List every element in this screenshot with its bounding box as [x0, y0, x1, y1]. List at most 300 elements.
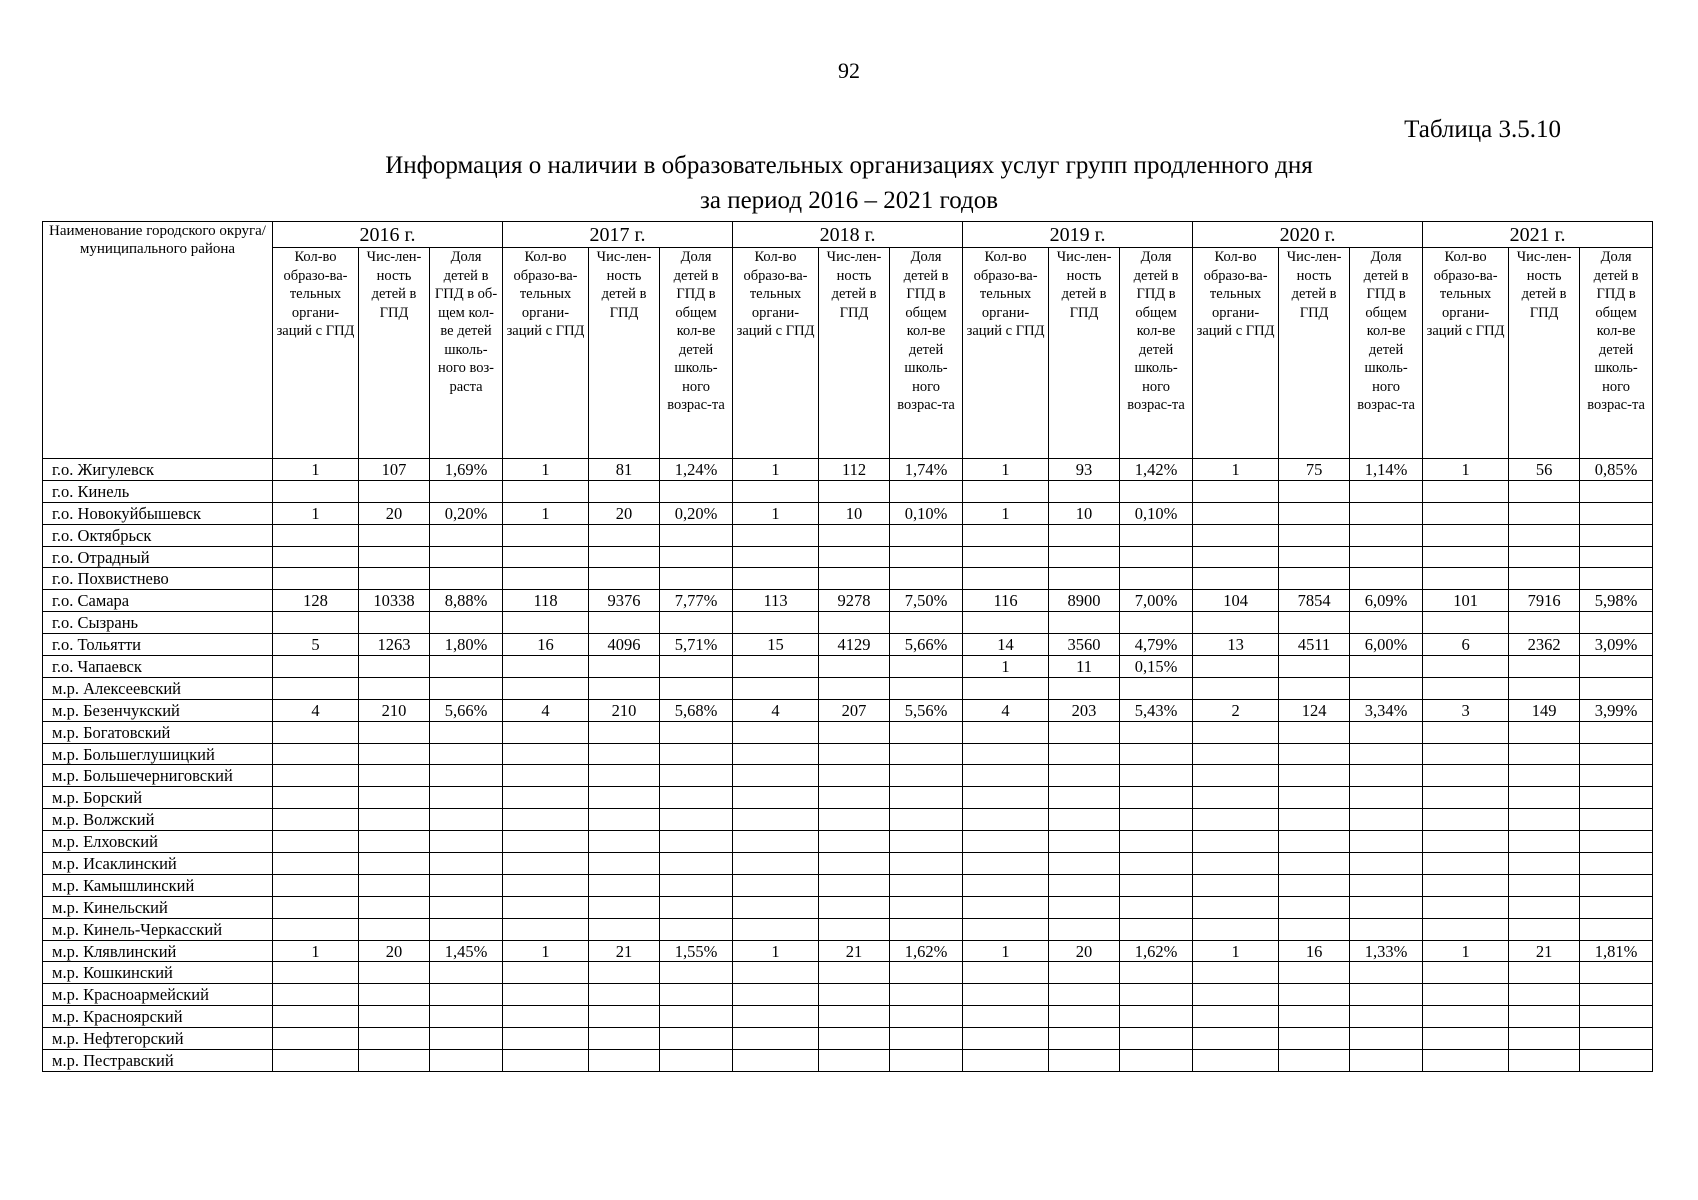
- data-cell: 1: [963, 940, 1049, 962]
- year-header: 2016 г.: [273, 222, 503, 248]
- data-cell: [589, 765, 660, 787]
- table-row: [43, 896, 1653, 918]
- data-cell: [430, 546, 503, 568]
- data-cell: [890, 787, 963, 809]
- data-cell: [1423, 962, 1509, 984]
- data-cell: [1580, 524, 1653, 546]
- data-cell: [1279, 1050, 1350, 1072]
- data-cell: [430, 743, 503, 765]
- data-cell: [430, 677, 503, 699]
- data-cell: [890, 1006, 963, 1028]
- data-cell: [660, 874, 733, 896]
- data-cell: 5,56%: [890, 699, 963, 721]
- data-cell: 1: [733, 459, 819, 481]
- data-cell: [359, 831, 430, 853]
- region-name-cell: м.р. Алексеевский: [43, 677, 273, 699]
- data-cell: [890, 568, 963, 590]
- data-cell: [1580, 721, 1653, 743]
- data-cell: [733, 984, 819, 1006]
- data-cell: [963, 853, 1049, 875]
- data-cell: [1279, 568, 1350, 590]
- data-cell: [1193, 918, 1279, 940]
- data-cell: [1423, 918, 1509, 940]
- data-cell: [1193, 502, 1279, 524]
- table-row: [43, 459, 1653, 481]
- table-row: [43, 853, 1653, 875]
- data-cell: [1580, 568, 1653, 590]
- data-cell: [1509, 612, 1580, 634]
- data-cell: [1120, 546, 1193, 568]
- region-name-cell: м.р. Красноярский: [43, 1006, 273, 1028]
- table-row: [43, 546, 1653, 568]
- data-cell: [660, 546, 733, 568]
- data-cell: [503, 721, 589, 743]
- data-cell: [589, 896, 660, 918]
- data-cell: 113: [733, 590, 819, 612]
- data-cell: 3,34%: [1350, 699, 1423, 721]
- data-cell: [733, 568, 819, 590]
- data-cell: [1193, 984, 1279, 1006]
- data-cell: 20: [1049, 940, 1120, 962]
- region-name-cell: м.р. Елховский: [43, 831, 273, 853]
- table-body: [43, 459, 1653, 1072]
- children-share-header: Доля детей в ГПД в общем кол-ве детей школь-ного возрас-та: [890, 248, 963, 459]
- data-cell: [1193, 677, 1279, 699]
- data-cell: 7916: [1509, 590, 1580, 612]
- data-cell: 1: [273, 459, 359, 481]
- data-cell: [359, 1050, 430, 1072]
- data-cell: [1509, 809, 1580, 831]
- data-cell: [1509, 480, 1580, 502]
- data-cell: [273, 984, 359, 1006]
- table-row: [43, 874, 1653, 896]
- data-cell: [589, 480, 660, 502]
- data-cell: [273, 612, 359, 634]
- data-cell: [1120, 874, 1193, 896]
- data-cell: [1509, 853, 1580, 875]
- data-cell: 1: [733, 940, 819, 962]
- data-cell: [1509, 656, 1580, 678]
- data-cell: [1049, 524, 1120, 546]
- year-header: 2018 г.: [733, 222, 963, 248]
- data-cell: 0,10%: [1120, 502, 1193, 524]
- data-cell: [1120, 568, 1193, 590]
- data-cell: [273, 480, 359, 502]
- data-cell: [1350, 568, 1423, 590]
- data-cell: [1423, 896, 1509, 918]
- data-cell: [1120, 787, 1193, 809]
- data-cell: [1120, 896, 1193, 918]
- data-cell: [359, 677, 430, 699]
- data-cell: [963, 918, 1049, 940]
- data-cell: [359, 524, 430, 546]
- data-cell: [660, 656, 733, 678]
- data-cell: [733, 546, 819, 568]
- data-cell: [1580, 1006, 1653, 1028]
- data-cell: [1509, 743, 1580, 765]
- data-cell: [890, 743, 963, 765]
- data-cell: [1120, 677, 1193, 699]
- data-cell: [589, 524, 660, 546]
- region-name-cell: м.р. Большечерниговский: [43, 765, 273, 787]
- data-cell: 203: [1049, 699, 1120, 721]
- data-cell: [1580, 1028, 1653, 1050]
- data-cell: [733, 524, 819, 546]
- data-cell: [503, 677, 589, 699]
- children-share-header: Доля детей в ГПД в об-щем кол-ве детей школь-ного воз-раста: [430, 248, 503, 459]
- data-cell: [819, 765, 890, 787]
- data-cell: [359, 612, 430, 634]
- data-cell: 6,00%: [1350, 634, 1423, 656]
- orgs-count-header: Кол-во образо-ва-тельных органи-заций с ГПД: [503, 248, 589, 459]
- data-cell: [359, 918, 430, 940]
- region-name-cell: г.о. Кинель: [43, 480, 273, 502]
- data-cell: 1: [273, 940, 359, 962]
- region-name-cell: г.о. Новокуйбышевск: [43, 502, 273, 524]
- data-cell: [1509, 524, 1580, 546]
- data-cell: [660, 1006, 733, 1028]
- region-name-cell: м.р. Красноармейский: [43, 984, 273, 1006]
- subcolumn-header-row: [43, 248, 1653, 459]
- data-cell: [1120, 1050, 1193, 1072]
- data-cell: [660, 1028, 733, 1050]
- data-cell: [1580, 546, 1653, 568]
- data-cell: [589, 568, 660, 590]
- data-cell: 1,33%: [1350, 940, 1423, 962]
- data-cell: [1049, 765, 1120, 787]
- data-cell: [733, 853, 819, 875]
- data-cell: [963, 612, 1049, 634]
- data-cell: [1120, 524, 1193, 546]
- data-cell: [1193, 524, 1279, 546]
- data-cell: [1120, 721, 1193, 743]
- data-cell: [1193, 809, 1279, 831]
- data-cell: [1423, 612, 1509, 634]
- data-cell: [890, 480, 963, 502]
- data-cell: [819, 480, 890, 502]
- region-name-cell: г.о. Тольятти: [43, 634, 273, 656]
- year-header: 2021 г.: [1423, 222, 1653, 248]
- data-cell: [359, 1028, 430, 1050]
- data-cell: [819, 831, 890, 853]
- data-cell: 8900: [1049, 590, 1120, 612]
- data-cell: 4: [503, 699, 589, 721]
- data-cell: 104: [1193, 590, 1279, 612]
- orgs-count-header: Кол-во образо-ва-тельных органи-заций с ГПД: [273, 248, 359, 459]
- data-cell: [359, 721, 430, 743]
- data-cell: [1279, 480, 1350, 502]
- data-cell: 118: [503, 590, 589, 612]
- data-cell: [273, 743, 359, 765]
- region-name-cell: м.р. Большеглушицкий: [43, 743, 273, 765]
- data-cell: [1049, 480, 1120, 502]
- data-cell: [503, 656, 589, 678]
- data-cell: [1279, 743, 1350, 765]
- data-cell: [1279, 656, 1350, 678]
- data-cell: 1263: [359, 634, 430, 656]
- data-cell: 56: [1509, 459, 1580, 481]
- data-cell: [1350, 809, 1423, 831]
- data-cell: [890, 831, 963, 853]
- data-cell: [819, 677, 890, 699]
- data-cell: [1509, 918, 1580, 940]
- data-cell: [359, 809, 430, 831]
- data-cell: [1580, 787, 1653, 809]
- data-cell: [1049, 568, 1120, 590]
- data-cell: [1580, 502, 1653, 524]
- data-cell: [819, 612, 890, 634]
- data-cell: [1580, 962, 1653, 984]
- data-cell: [1193, 656, 1279, 678]
- data-cell: [1049, 1006, 1120, 1028]
- data-cell: [1120, 962, 1193, 984]
- table-row: [43, 809, 1653, 831]
- children-share-header: Доля детей в ГПД в общем кол-ве детей школь-ного возрас-та: [1350, 248, 1423, 459]
- data-cell: 0,10%: [890, 502, 963, 524]
- data-cell: [1120, 831, 1193, 853]
- data-cell: [1580, 896, 1653, 918]
- data-cell: 75: [1279, 459, 1350, 481]
- region-name-cell: г.о. Похвистнево: [43, 568, 273, 590]
- data-cell: [503, 480, 589, 502]
- data-cell: 1: [1423, 459, 1509, 481]
- data-cell: [273, 896, 359, 918]
- data-cell: [890, 546, 963, 568]
- data-cell: 13: [1193, 634, 1279, 656]
- data-cell: [963, 1006, 1049, 1028]
- table-row: [43, 568, 1653, 590]
- region-name-cell: м.р. Кинель-Черкасский: [43, 918, 273, 940]
- data-cell: [660, 743, 733, 765]
- children-share-header: Доля детей в ГПД в общем кол-ве детей школь-ного возрас-та: [1120, 248, 1193, 459]
- data-cell: [1509, 568, 1580, 590]
- data-cell: [1580, 612, 1653, 634]
- data-cell: 4,79%: [1120, 634, 1193, 656]
- data-cell: [963, 831, 1049, 853]
- data-cell: [430, 831, 503, 853]
- data-cell: [273, 524, 359, 546]
- data-cell: [1193, 831, 1279, 853]
- data-cell: [1580, 809, 1653, 831]
- data-cell: [1049, 874, 1120, 896]
- data-cell: [1423, 743, 1509, 765]
- data-cell: [963, 568, 1049, 590]
- data-cell: [589, 612, 660, 634]
- data-cell: [503, 809, 589, 831]
- data-cell: [1193, 568, 1279, 590]
- data-cell: [1580, 656, 1653, 678]
- data-cell: [1580, 853, 1653, 875]
- data-cell: 7,50%: [890, 590, 963, 612]
- data-cell: [819, 918, 890, 940]
- data-cell: 7,00%: [1120, 590, 1193, 612]
- data-cell: [819, 896, 890, 918]
- region-name-cell: м.р. Исаклинский: [43, 853, 273, 875]
- data-cell: [963, 809, 1049, 831]
- data-cell: [1423, 721, 1509, 743]
- data-cell: 1,62%: [1120, 940, 1193, 962]
- data-cell: 3: [1423, 699, 1509, 721]
- data-cell: [1279, 677, 1350, 699]
- data-cell: [430, 809, 503, 831]
- data-cell: [503, 612, 589, 634]
- table-row: [43, 524, 1653, 546]
- data-cell: [1423, 765, 1509, 787]
- data-cell: 14: [963, 634, 1049, 656]
- data-cell: [503, 918, 589, 940]
- page-number: 92: [838, 58, 860, 83]
- data-cell: [359, 1006, 430, 1028]
- data-cell: [1423, 1006, 1509, 1028]
- data-cell: [890, 918, 963, 940]
- data-cell: [890, 721, 963, 743]
- data-cell: [503, 524, 589, 546]
- children-count-header: Чис-лен-ность детей в ГПД: [589, 248, 660, 459]
- data-cell: [819, 962, 890, 984]
- data-cell: [1580, 765, 1653, 787]
- data-cell: [733, 721, 819, 743]
- data-cell: [1193, 1050, 1279, 1072]
- data-cell: 3,99%: [1580, 699, 1653, 721]
- data-cell: [273, 1050, 359, 1072]
- data-cell: [1509, 546, 1580, 568]
- data-cell: 1: [273, 502, 359, 524]
- data-cell: [660, 809, 733, 831]
- data-cell: 4: [733, 699, 819, 721]
- data-cell: [1049, 1028, 1120, 1050]
- data-cell: [1580, 831, 1653, 853]
- data-cell: [1193, 480, 1279, 502]
- data-cell: [1423, 1050, 1509, 1072]
- region-name-cell: г.о. Чапаевск: [43, 656, 273, 678]
- data-cell: [1120, 743, 1193, 765]
- data-cell: [733, 896, 819, 918]
- data-cell: [1350, 874, 1423, 896]
- data-cell: 0,20%: [430, 502, 503, 524]
- region-name-cell: г.о. Сызрань: [43, 612, 273, 634]
- data-cell: [1279, 962, 1350, 984]
- data-cell: 1: [963, 459, 1049, 481]
- data-cell: [1120, 612, 1193, 634]
- data-cell: [1049, 612, 1120, 634]
- data-cell: [1279, 1006, 1350, 1028]
- data-cell: [1580, 984, 1653, 1006]
- data-cell: 5: [273, 634, 359, 656]
- data-cell: [890, 962, 963, 984]
- data-cell: 128: [273, 590, 359, 612]
- data-cell: [1120, 1028, 1193, 1050]
- data-cell: [1120, 918, 1193, 940]
- data-cell: 1,45%: [430, 940, 503, 962]
- data-cell: [359, 656, 430, 678]
- region-name-cell: г.о. Жигулевск: [43, 459, 273, 481]
- data-cell: [890, 809, 963, 831]
- data-cell: [359, 962, 430, 984]
- data-cell: [503, 1028, 589, 1050]
- data-cell: [430, 918, 503, 940]
- region-name-cell: м.р. Кинельский: [43, 896, 273, 918]
- data-cell: [1509, 677, 1580, 699]
- data-cell: [273, 809, 359, 831]
- data-cell: [1580, 874, 1653, 896]
- data-cell: [430, 962, 503, 984]
- data-cell: [819, 1028, 890, 1050]
- data-cell: [430, 568, 503, 590]
- data-cell: 1: [503, 502, 589, 524]
- data-cell: [1350, 962, 1423, 984]
- table-row: [43, 918, 1653, 940]
- data-cell: [589, 918, 660, 940]
- table-row: [43, 656, 1653, 678]
- data-cell: [503, 568, 589, 590]
- data-cell: [430, 853, 503, 875]
- table-row: [43, 612, 1653, 634]
- data-cell: [1350, 765, 1423, 787]
- data-cell: 4: [963, 699, 1049, 721]
- data-cell: [1120, 765, 1193, 787]
- data-cell: [1423, 480, 1509, 502]
- data-cell: [273, 568, 359, 590]
- data-cell: [1120, 1006, 1193, 1028]
- data-cell: [1509, 1028, 1580, 1050]
- data-cell: [503, 853, 589, 875]
- region-name-cell: м.р. Волжский: [43, 809, 273, 831]
- region-name-cell: м.р. Борский: [43, 787, 273, 809]
- region-name-cell: м.р. Пестравский: [43, 1050, 273, 1072]
- data-cell: [430, 1006, 503, 1028]
- data-cell: [733, 831, 819, 853]
- region-column-header: Наименование городского округа/ муниципального района: [43, 222, 273, 459]
- data-cell: [819, 546, 890, 568]
- children-count-header: Чис-лен-ность детей в ГПД: [359, 248, 430, 459]
- data-cell: [503, 765, 589, 787]
- data-cell: [1279, 1028, 1350, 1050]
- data-cell: 1,55%: [660, 940, 733, 962]
- data-cell: [1193, 962, 1279, 984]
- region-name-cell: м.р. Безенчукский: [43, 699, 273, 721]
- data-cell: [273, 853, 359, 875]
- data-cell: [819, 984, 890, 1006]
- data-cell: 6: [1423, 634, 1509, 656]
- table-row: [43, 962, 1653, 984]
- data-cell: [1279, 853, 1350, 875]
- data-cell: [1350, 831, 1423, 853]
- data-cell: [503, 831, 589, 853]
- data-cell: [503, 787, 589, 809]
- data-cell: 5,71%: [660, 634, 733, 656]
- data-cell: [660, 962, 733, 984]
- data-cell: [1423, 1028, 1509, 1050]
- data-cell: [503, 743, 589, 765]
- data-cell: [359, 896, 430, 918]
- data-cell: 5,68%: [660, 699, 733, 721]
- data-table: [42, 221, 1653, 1072]
- data-cell: 0,15%: [1120, 656, 1193, 678]
- data-cell: [1509, 787, 1580, 809]
- data-cell: [819, 1050, 890, 1072]
- data-cell: 20: [359, 940, 430, 962]
- data-cell: [1350, 721, 1423, 743]
- orgs-count-header: Кол-во образо-ва-тельных органи-заций с ГПД: [1423, 248, 1509, 459]
- data-cell: [1350, 918, 1423, 940]
- data-cell: [1423, 502, 1509, 524]
- data-cell: 1,80%: [430, 634, 503, 656]
- data-cell: 10338: [359, 590, 430, 612]
- data-cell: 1: [1423, 940, 1509, 962]
- table-row: [43, 765, 1653, 787]
- region-name-cell: м.р. Клявлинский: [43, 940, 273, 962]
- data-cell: [1350, 546, 1423, 568]
